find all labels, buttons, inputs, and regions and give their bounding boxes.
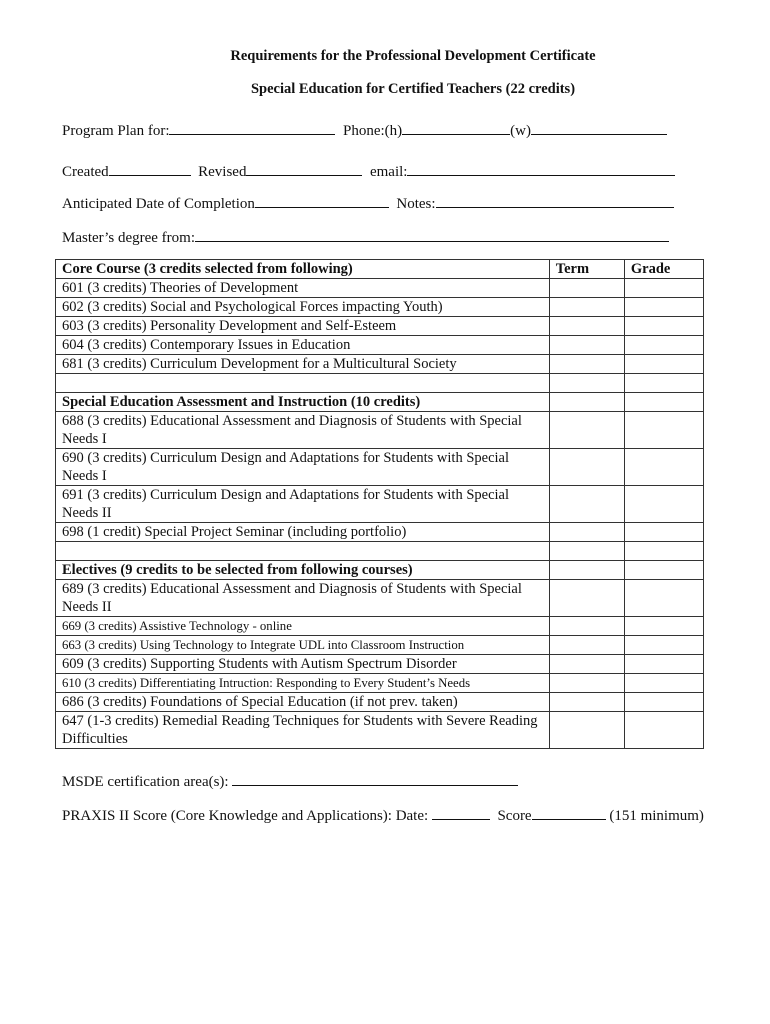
msde-label: MSDE certification area(s):	[62, 774, 229, 790]
course-cell: 686 (3 credits) Foundations of Special Education (if not prev. taken)	[56, 693, 550, 712]
grade-cell[interactable]	[624, 693, 703, 712]
score-label: Score	[497, 808, 532, 824]
document-subtitle: Special Education for Certified Teachers (22 credits)	[250, 81, 576, 97]
term-cell[interactable]	[549, 523, 624, 542]
msde-line	[62, 771, 518, 791]
table-row	[56, 636, 704, 655]
requirements-table	[55, 259, 704, 749]
masters-line	[62, 227, 669, 247]
praxis-label: PRAXIS II Score (Core Knowledge and Applications): Date:	[62, 808, 429, 824]
electives-header: Electives (9 credits to be selected from following courses)	[56, 561, 550, 580]
sped-header: Special Education Assessment and Instruction (10 credits)	[56, 393, 550, 412]
term-cell[interactable]	[549, 449, 624, 486]
grade-cell[interactable]	[624, 412, 703, 449]
term-cell[interactable]	[549, 580, 624, 617]
email-label: email:	[369, 164, 408, 180]
course-cell: 603 (3 credits) Personality Development and Self-Esteem	[56, 317, 550, 336]
program-plan-line	[62, 120, 667, 140]
spacer-row	[56, 374, 704, 393]
table-row	[56, 655, 704, 674]
course-cell: 601 (3 credits) Theories of Development	[56, 279, 550, 298]
notes-field[interactable]	[436, 193, 674, 208]
term-cell[interactable]	[549, 298, 624, 317]
spacer-row	[56, 542, 704, 561]
table-row	[56, 693, 704, 712]
term-cell[interactable]	[549, 279, 624, 298]
course-cell: 602 (3 credits) Social and Psychological Forces impacting Youth)	[56, 298, 550, 317]
grade-cell[interactable]	[624, 636, 703, 655]
course-cell: 691 (3 credits) Curriculum Design and Adaptations for Students with Special Needs II	[56, 486, 550, 523]
phone-home-label: Phone:(h)	[342, 123, 403, 139]
created-label: Created	[62, 164, 109, 180]
course-cell: 604 (3 credits) Contemporary Issues in Education	[56, 336, 550, 355]
email-field[interactable]	[407, 161, 675, 176]
term-header: Term	[549, 260, 624, 279]
msde-field[interactable]	[232, 771, 518, 786]
grade-cell[interactable]	[624, 486, 703, 523]
grade-cell[interactable]	[624, 355, 703, 374]
phone-work-field[interactable]	[531, 120, 667, 135]
created-line	[62, 161, 675, 181]
grade-cell[interactable]	[624, 617, 703, 636]
term-cell[interactable]	[549, 317, 624, 336]
course-cell: 690 (3 credits) Curriculum Design and Adaptations for Students with Special Needs I	[56, 449, 550, 486]
table-row	[56, 355, 704, 374]
course-cell: 688 (3 credits) Educational Assessment and Diagnosis of Students with Special Needs I	[56, 412, 550, 449]
phone-home-field[interactable]	[402, 120, 510, 135]
term-cell[interactable]	[549, 693, 624, 712]
table-row	[56, 580, 704, 617]
grade-cell[interactable]	[624, 336, 703, 355]
core-header: Core Course (3 credits selected from following)	[56, 260, 550, 279]
course-cell: 669 (3 credits) Assistive Technology - online	[56, 617, 550, 636]
grade-cell[interactable]	[624, 449, 703, 486]
program-plan-field[interactable]	[169, 120, 335, 135]
table-row	[56, 336, 704, 355]
table-row	[56, 412, 704, 449]
grade-cell[interactable]	[624, 655, 703, 674]
grade-cell[interactable]	[624, 298, 703, 317]
table-row	[56, 523, 704, 542]
term-cell[interactable]	[549, 355, 624, 374]
course-cell: 663 (3 credits) Using Technology to Integrate UDL into Classroom Instruction	[56, 636, 550, 655]
term-cell[interactable]	[549, 674, 624, 693]
revised-label: Revised	[198, 164, 247, 180]
grade-cell[interactable]	[624, 712, 703, 749]
course-cell: 609 (3 credits) Supporting Students with Autism Spectrum Disorder	[56, 655, 550, 674]
grade-header: Grade	[624, 260, 703, 279]
term-cell[interactable]	[549, 486, 624, 523]
table-row	[56, 393, 704, 412]
document-title: Requirements for the Professional Development Certificate	[230, 48, 596, 64]
notes-label: Notes:	[396, 196, 436, 212]
grade-cell[interactable]	[624, 674, 703, 693]
table-row	[56, 260, 704, 279]
revised-field[interactable]	[246, 161, 362, 176]
course-cell: 647 (1-3 credits) Remedial Reading Techniques for Students with Severe Reading Difficulties	[56, 712, 550, 749]
anticipated-label: Anticipated Date of Completion	[62, 196, 255, 212]
praxis-date-field[interactable]	[432, 805, 490, 820]
term-cell[interactable]	[549, 712, 624, 749]
grade-cell[interactable]	[624, 279, 703, 298]
table-row	[56, 674, 704, 693]
praxis-line	[62, 805, 704, 825]
table-row	[56, 449, 704, 486]
table-row	[56, 561, 704, 580]
grade-cell[interactable]	[624, 523, 703, 542]
term-cell[interactable]	[549, 617, 624, 636]
table-row	[56, 712, 704, 749]
table-row	[56, 617, 704, 636]
anticipated-field[interactable]	[255, 193, 389, 208]
masters-label: Master’s degree from:	[62, 230, 196, 246]
term-cell[interactable]	[549, 336, 624, 355]
grade-cell[interactable]	[624, 580, 703, 617]
created-field[interactable]	[109, 161, 191, 176]
term-cell[interactable]	[549, 412, 624, 449]
completion-line	[62, 193, 674, 213]
term-cell[interactable]	[549, 655, 624, 674]
phone-work-label: (w)	[510, 123, 531, 139]
table-row	[56, 298, 704, 317]
score-field[interactable]	[532, 805, 606, 820]
grade-cell[interactable]	[624, 317, 703, 336]
course-cell: 681 (3 credits) Curriculum Development for a Multicultural Society	[56, 355, 550, 374]
course-cell: 689 (3 credits) Educational Assessment and Diagnosis of Students with Special Needs II	[56, 580, 550, 617]
program-plan-label: Program Plan for:	[62, 123, 170, 139]
masters-field[interactable]	[195, 227, 669, 242]
table-row	[56, 486, 704, 523]
table-row	[56, 279, 704, 298]
table-row	[56, 317, 704, 336]
minimum-note: (151 minimum)	[609, 808, 704, 824]
course-cell: 698 (1 credit) Special Project Seminar (including portfolio)	[56, 523, 550, 542]
course-cell: 610 (3 credits) Differentiating Intruction: Responding to Every Student’s Needs	[56, 674, 550, 693]
term-cell[interactable]	[549, 636, 624, 655]
